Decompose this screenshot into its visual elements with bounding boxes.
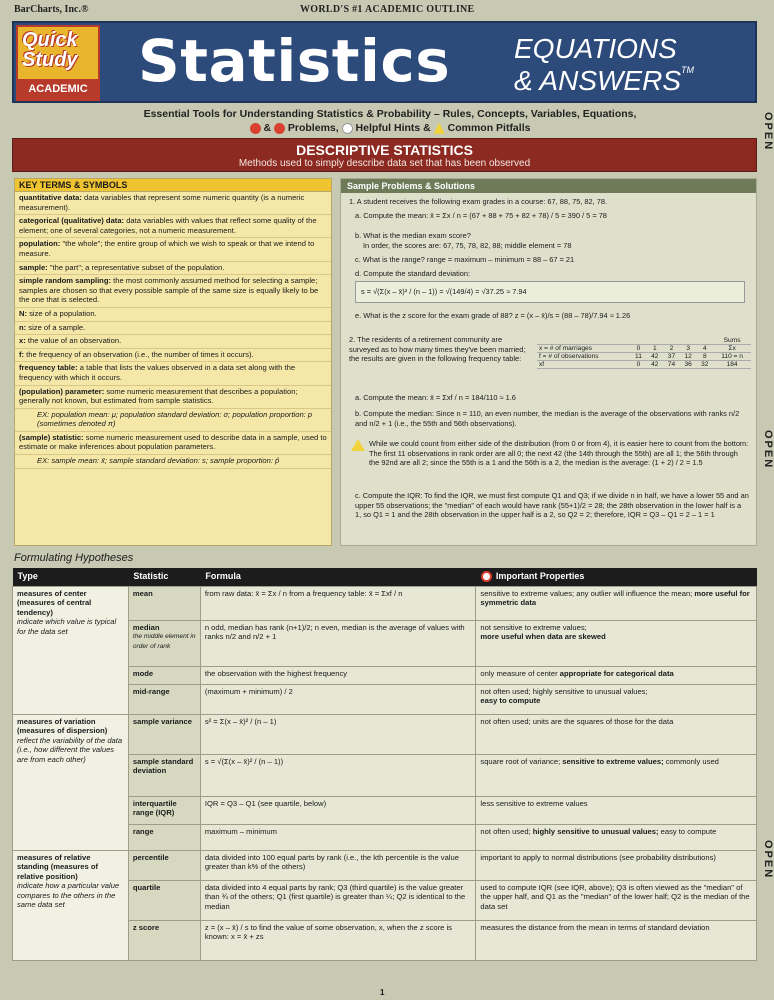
- freq-header-row: Sums: [537, 337, 751, 345]
- hypothesis-title: Formulating Hypotheses: [14, 552, 134, 564]
- freq-cell: 3: [680, 345, 697, 353]
- trademark: TM: [681, 65, 694, 75]
- stat-mean: mean: [128, 586, 200, 620]
- freq-cell: xf: [537, 361, 631, 369]
- tagline-line1: Essential Tools for Understanding Statistics & Probability – Rules, Concepts, Variables, Equations,: [143, 108, 637, 120]
- problem-1e: e. What is the z score for the exam grade of 88? z = (x – x̄)/s = (88 – 78)/7.94 ≈ 1.26: [355, 311, 631, 320]
- props-iqr: less sensitive to extreme values: [476, 796, 757, 824]
- magnifier-icon: [481, 571, 492, 582]
- problem-1: 1. A student receives the following exam grades in a course: 67, 88, 75, 82, 78.: [349, 197, 608, 206]
- descriptive-statistics-header: [12, 138, 757, 172]
- side-tab-open: OPEN: [762, 840, 774, 880]
- main-title: Statistics: [138, 27, 451, 95]
- key-term-item: f: the frequency of an observation (i.e., the number of times it occurs).: [15, 349, 331, 363]
- group-variation: measures of variation (measures of dispersion) reflect the variability of the data (i.e., how different the values are from each other): [13, 714, 129, 850]
- key-term-item: (sample) statistic: some numeric measurement used to describe data in a sample, used to estimate or make inferences about population parameters.: [15, 432, 331, 455]
- table-row: [13, 586, 757, 620]
- formula-median: n odd, median has rank (n+1)/2; n even, median is the average of values with ranks n/2 and n/2 + 1: [200, 620, 476, 666]
- problem-1b: b. What is the median exam score?: [355, 231, 471, 240]
- key-term-item: categorical (qualitative) data: data variables with values that reflect some quality of the element; one of several categories, not a numeric measurement.: [15, 215, 331, 238]
- problem-2c: c. Compute the IQR: To find the IQR, we must first compute Q1 and Q3; if we divide n in half, we have a lower 55 and an upper 55 observations; the "median" of each would have rank (55+1)/2 = 28; the 28th observation in the lower half is a 1, so Q1 = 1 and the 28th observation in the upper half is a 2, so Q2 = 2; therefore, IQR = Q3 – Q1 = 2 – 1 = 1: [355, 491, 749, 519]
- freq-cell: 32: [696, 361, 713, 369]
- formula-range: maximum – minimum: [200, 824, 476, 850]
- props-zscore: measures the distance from the mean in terms of standard deviation: [476, 920, 757, 960]
- quickstudy-logo: [16, 25, 100, 101]
- group-center: measures of center (measures of central tendency) indicate which value is typical for the data set: [13, 586, 129, 714]
- formula-zscore: z = (x – x̄) / s to find the value of some observation, x, when the z score is known: x = x̄ + zs: [200, 920, 476, 960]
- freq-cell: 42: [646, 361, 663, 369]
- subtitle-answers: & ANSWERS™: [514, 65, 694, 96]
- title-banner: [12, 21, 757, 103]
- key-terms-list: [15, 192, 331, 469]
- freq-cell: 0: [631, 345, 647, 353]
- col-properties: Important Properties: [476, 568, 757, 586]
- problem-1a: a. Compute the mean: x̄ = Σx / n = (67 + 88 + 75 + 82 + 78) / 5 = 390 / 5 = 78: [355, 211, 607, 220]
- logo-study: Study: [22, 49, 78, 71]
- freq-cell: 36: [680, 361, 697, 369]
- std-dev-formula: s = √(Σ(x – x̄)² / (n – 1)) = √(149/4) = √37.25 ≈ 7.94: [361, 287, 527, 296]
- key-term-item: (population) parameter: some numeric measurement that describes a population; generally not known, but estimated from sample statistics.: [15, 386, 331, 409]
- freq-cell: 1: [646, 345, 663, 353]
- props-variance: not often used; units are the squares of those for the data: [476, 714, 757, 754]
- props-range: not often used; highly sensitive to unusual values; easy to compute: [476, 824, 757, 850]
- col-type: Type: [13, 568, 129, 586]
- key-term-item: EX: sample mean: x̄; sample standard deviation: s; sample proportion: p̂: [15, 455, 331, 469]
- problem-1d: d. Compute the standard deviation:: [355, 269, 471, 278]
- freq-cell: 12: [680, 353, 697, 361]
- key-terms-header: KEY TERMS & SYMBOLS: [15, 179, 331, 192]
- side-tab-open: OPEN: [762, 112, 774, 152]
- stat-variance: sample variance: [128, 714, 200, 754]
- section-title: DESCRIPTIVE STATISTICS: [296, 142, 473, 158]
- props-median: not sensitive to extreme values; more useful when data are skewed: [476, 620, 757, 666]
- table-row: [13, 714, 757, 754]
- freq-cell: 110 = n: [713, 353, 751, 361]
- props-quartile: used to compute IQR (see IQR, above); Q3 is often viewed as the "median" of the upper half, and Q1 as the "median" of the lower half; Q2 is the median of the data set: [476, 880, 757, 920]
- freq-cell: 8: [696, 353, 713, 361]
- formula-variance: s² = Σ(x – x̄)² / (n – 1): [200, 714, 476, 754]
- formula-iqr: IQR = Q3 – Q1 (see quartile, below): [200, 796, 476, 824]
- problem-2: 2. The residents of a retirement community are surveyed as to how many times they've been married; the results are given in the following frequency table:: [349, 335, 526, 363]
- freq-row: [537, 361, 751, 369]
- props-mean: sensitive to extreme values; any outlier will influence the mean; more useful for symmetric data: [476, 586, 757, 620]
- problem-2b: b. Compute the median: Since n = 110, an even number, the median is the average of the observations with ranks n/2 and n/2 + 1 (i.e., the 55th and 56th observations).: [355, 409, 740, 428]
- frequency-table: [537, 337, 751, 369]
- side-tab-open: OPEN: [762, 430, 774, 470]
- col-statistic: Statistic: [128, 568, 200, 586]
- logo-academic: ACADEMIC: [18, 79, 98, 99]
- warning-icon: [434, 123, 445, 134]
- props-percentile: important to apply to normal distributions (see probability distributions): [476, 850, 757, 880]
- formula-percentile: data divided into 100 equal parts by rank (i.e., the kth percentile is the value greater than k% of the others): [200, 850, 476, 880]
- freq-cell: 2: [663, 345, 680, 353]
- col-formula: Formula: [200, 568, 476, 586]
- freq-cell: Σx: [713, 345, 751, 353]
- formula-midrange: (maximum + minimum) / 2: [200, 684, 476, 714]
- key-terms-panel: [14, 178, 332, 546]
- freq-row: [537, 353, 751, 361]
- freq-cell: x = # of marriages: [537, 345, 631, 353]
- freq-cell: 184: [713, 361, 751, 369]
- sample-problems-panel: [340, 178, 757, 546]
- key-term-item: population: "the whole"; the entire group of which we wish to speak or that we intend to measure.: [15, 238, 331, 261]
- key-term-item: frequency table: a table that lists the values observed in a data set along with the frequency with which it occurs.: [15, 362, 331, 385]
- props-midrange: not often used; highly sensitive to unusual values; easy to compute: [476, 684, 757, 714]
- hypothesis-table: [12, 568, 757, 961]
- subtitle-equations: EQUATIONS: [514, 33, 677, 64]
- formula-quartile: data divided into 4 equal parts by rank; Q3 (third quartile) is the value greater than ¾ of the others; Q1 (first quartile) is greater than ¼; Q2 is identical to the median: [200, 880, 476, 920]
- key-term-item: EX: population mean: μ; population standard deviation: σ; population proportion: p (sometimes denoted π): [15, 409, 331, 432]
- stat-mode: mode: [128, 666, 200, 684]
- formula-sd: s = √(Σ(x – x̄)² / (n – 1)): [200, 754, 476, 796]
- section-subtitle: Methods used to simply describe data set that has been observed: [238, 158, 531, 169]
- formula-mean: from raw data: x̄ = Σx / n from a frequency table: x̄ = Σxf / n: [200, 586, 476, 620]
- freq-cell: 42: [646, 353, 663, 361]
- publisher-label: BarCharts, Inc.®: [14, 4, 89, 15]
- problem-1c: c. What is the range? range = maximum – minimum = 88 – 67 = 21: [355, 255, 575, 264]
- stat-iqr: interquartile range (IQR): [128, 796, 200, 824]
- stat-median: median the middle element in order of rank: [128, 620, 200, 666]
- stat-zscore: z score: [128, 920, 200, 960]
- stat-sd: sample standard deviation: [128, 754, 200, 796]
- freq-cell: 4: [696, 345, 713, 353]
- freq-row: [537, 345, 751, 353]
- table-header-row: [13, 568, 757, 586]
- page-number: 1: [380, 988, 385, 997]
- red-icon: [250, 123, 261, 134]
- problem-2-note: While we could count from either side of the distribution (from 0 or from 4), it is easier here to count from the bottom: The first 11 observations in rank order are all 0; the next 42 (the 14th through the 55th) are all 1; the 56th through the 92nd are all 2; since the 55th is a 1 and the 56th is a 2, the median is the average: (1 + 2) / 2 = 1.5: [369, 439, 749, 467]
- key-term-item: x: the value of an observation.: [15, 335, 331, 349]
- problem-1b-answer: In order, the scores are: 67, 75, 78, 82, 88; middle element = 78: [363, 241, 572, 250]
- formula-mode: the observation with the highest frequency: [200, 666, 476, 684]
- freq-cell: 37: [663, 353, 680, 361]
- warning-icon: [351, 439, 365, 451]
- freq-cell: 74: [663, 361, 680, 369]
- stat-quartile: quartile: [128, 880, 200, 920]
- stat-midrange: mid-range: [128, 684, 200, 714]
- freq-cell: 11: [631, 353, 647, 361]
- logo-quick: Quick: [22, 29, 78, 51]
- outline-label: WORLD'S #1 ACADEMIC OUTLINE: [300, 4, 475, 15]
- problem-2a: a. Compute the mean: x̄ = Σxf / n = 184/110 ≈ 1.6: [355, 393, 516, 402]
- freq-cell: 0: [631, 361, 647, 369]
- table-row: [13, 850, 757, 880]
- props-mode: only measure of center appropriate for categorical data: [476, 666, 757, 684]
- red-icon: [274, 123, 285, 134]
- tagline: [40, 107, 740, 135]
- key-term-item: n: size of a sample.: [15, 322, 331, 336]
- key-term-item: N: size of a population.: [15, 308, 331, 322]
- key-term-item: simple random sampling: the most commonly assumed method for selecting a sample; samples are chosen so that every possible sample of the same size is equally likely to be the one that is selected.: [15, 275, 331, 308]
- group-standing: measures of relative standing (measures of relative position) indicate how a particular value compares to the others in the same data set: [13, 850, 129, 960]
- top-strip: [0, 0, 774, 20]
- key-term-item: sample: "the part"; a representative subset of the population.: [15, 262, 331, 276]
- stat-range: range: [128, 824, 200, 850]
- key-term-item: quantitative data: data variables that represent some numeric quantity (is a numeric measurement).: [15, 192, 331, 215]
- tagline-line2: & Problems, Helpful Hints & Common Pitfalls: [40, 121, 740, 135]
- hint-icon: [342, 123, 353, 134]
- sample-problems-header: Sample Problems & Solutions: [341, 179, 756, 193]
- props-sd: square root of variance; sensitive to extreme values; commonly used: [476, 754, 757, 796]
- stat-percentile: percentile: [128, 850, 200, 880]
- freq-cell: f = # of observations: [537, 353, 631, 361]
